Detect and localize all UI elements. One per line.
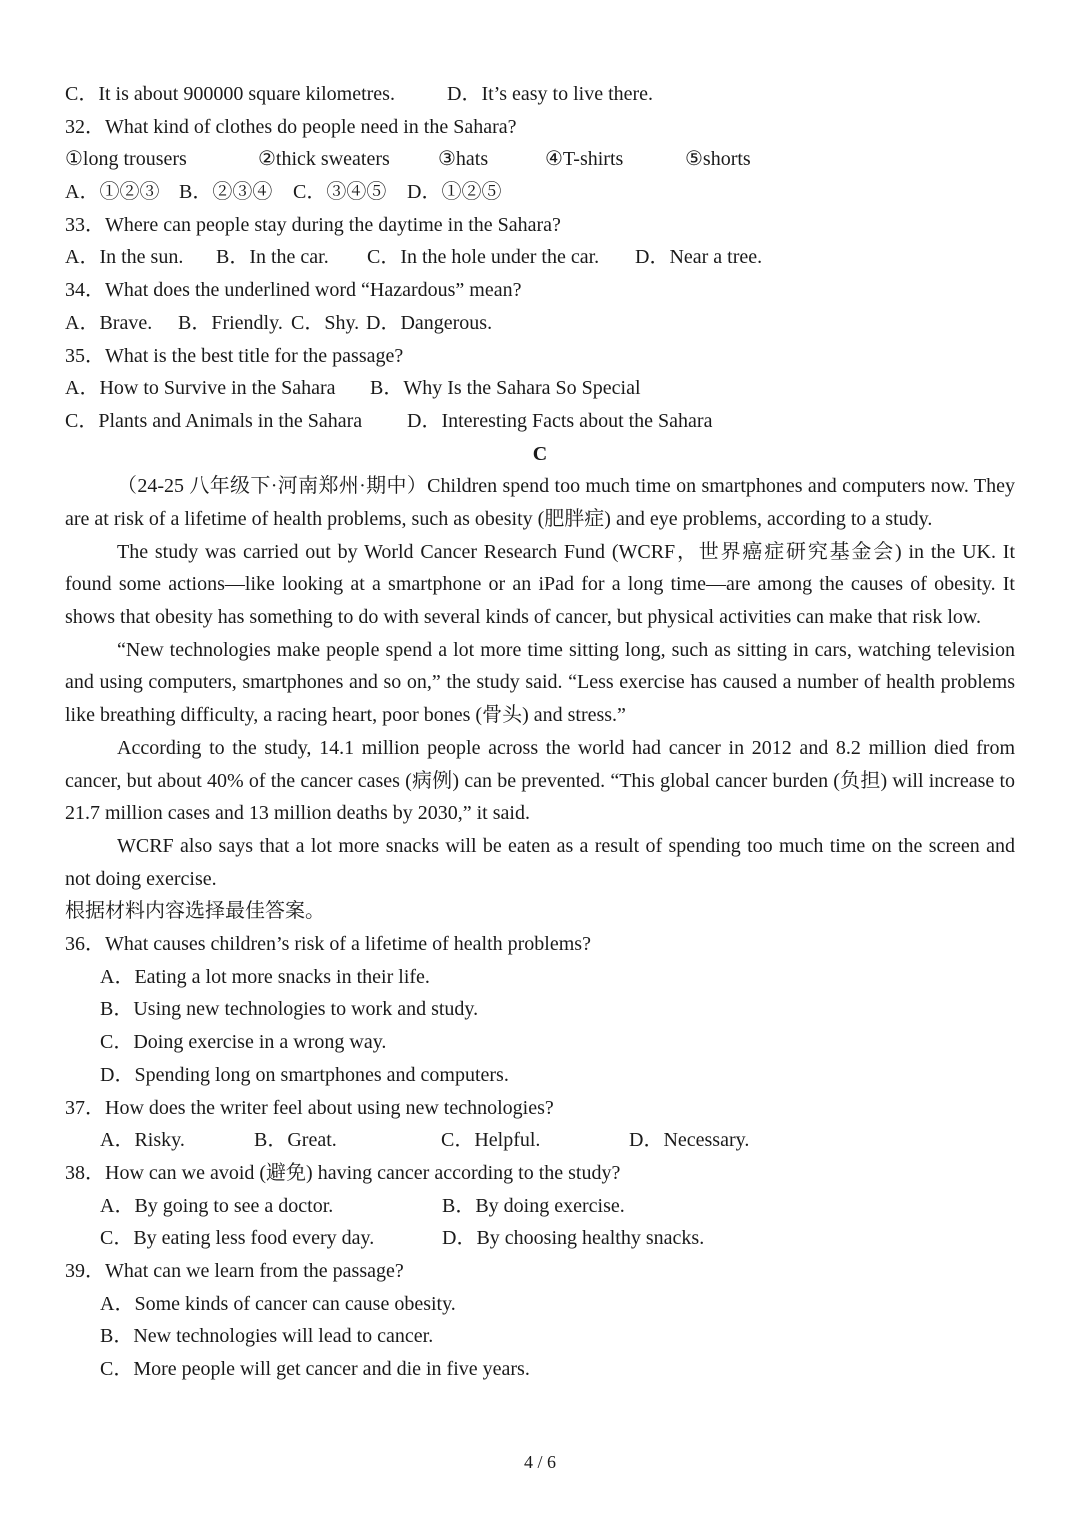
q34-option-b: B．Friendly. [178,311,283,334]
passage-paragraph-4: According to the study, 14.1 million people across the world had cancer in 2012 and 8.2 million died from cancer, but about 40% of the cancer cases (病例) can be prevented. “This global cancer burden (负担) will increase to 21.7 million cases and 13 million deaths by 2030,” it said. [65,736,1015,825]
q39-option-a: A．Some kinds of cancer can cause obesity. [100,1292,456,1315]
q37-option-a: A．Risky. [100,1129,185,1152]
passage-paragraph-3: “New technologies make people spend a lot more time sitting long, such as sitting in cars, watching television and using computers, smartphones and so on,” the study said. “Less exercise has caused a number of health problems like breathing difficulty, a racing heart, poor bones (骨头) and stress.” [65,638,1015,727]
q32-item-2: ②thick sweaters [258,148,390,171]
instruction: 根据材料内容选择最佳答案。 [65,900,325,923]
q38-option-d: D．By choosing healthy snacks. [442,1227,705,1250]
q38-options-ab [65,1190,1015,1223]
q38-options-cd [65,1222,1015,1255]
q38-question: 38．How can we avoid (避免) having cancer according to the study? [65,1161,621,1184]
q31-options-cd [65,78,1015,111]
q33-question: 33．Where can people stay during the daytime in the Sahara? [65,213,561,236]
q32-option-c: C．③④⑤ [293,181,387,204]
q34-options [65,307,1015,340]
q37-option-d: D．Necessary. [629,1129,750,1152]
page-number: 4 / 6 [523,1452,556,1472]
q37-option-b: B．Great. [254,1129,337,1152]
q36-option-a: A．Eating a lot more snacks in their life. [100,965,430,988]
q34-option-a: A．Brave. [65,311,153,334]
q35-option-a: A．How to Survive in the Sahara [65,377,336,400]
q32-items [65,143,1015,176]
q35-option-d: D．Interesting Facts about the Sahara [407,409,713,432]
q32-item-5: ⑤shorts [685,148,751,171]
q33-option-c: C．In the hole under the car. [367,246,600,269]
q36-option-d: D．Spending long on smartphones and computers. [100,1063,509,1086]
q35-options-ab [65,372,1015,405]
passage-paragraph-2: The study was carried out by World Cancer Research Fund (WCRF，世界癌症研究基金会) in the UK. It found some actions—like looking at a smartphone or an iPad for a long time—are among the causes of obesity. It shows that obesity has something to do with several kinds of cancer, but physical activities can make that risk low. [65,540,1015,629]
q38-option-b: B．By doing exercise. [442,1194,625,1217]
q35-option-c: C．Plants and Animals in the Sahara [65,409,363,432]
q35-question: 35．What is the best title for the passage? [65,344,404,367]
q35-options-cd [65,405,1015,438]
q33-option-d: D．Near a tree. [635,246,763,269]
q37-question: 37．How does the writer feel about using new technologies? [65,1096,554,1119]
passage-paragraph-1: （24-25 八年级下·河南郑州·期中）Children spend too much time on smartphones and computers now. They are at risk of a lifetime of health problems, such as obesity (肥胖症) and eye problems, according to a study. [65,475,1015,530]
q36-question: 36．What causes children’s risk of a lifetime of health problems? [65,933,591,956]
q34-option-d: D．Dangerous. [366,311,493,334]
q39-question: 39．What can we learn from the passage? [65,1259,404,1282]
q33-option-a: A．In the sun. [65,246,184,269]
q32-item-4: ④T-shirts [545,148,624,171]
q32-question: 32．What kind of clothes do people need in the Sahara? [65,115,517,138]
q31-option-c: C．It is about 900000 square kilometres. [65,83,395,105]
q34-question: 34．What does the underlined word “Hazardous” mean? [65,279,522,302]
section-heading: C [532,442,548,465]
q39-option-b: B．New technologies will lead to cancer. [100,1325,434,1348]
q33-option-b: B．In the car. [216,246,329,269]
passage-paragraph-5: WCRF also says that a lot more snacks will be eaten as a result of spending too much time on the screen and not doing exercise. [65,834,1015,890]
q38-option-a: A．By going to see a doctor. [100,1194,334,1217]
q38-option-c: C．By eating less food every day. [100,1227,375,1250]
q33-options [65,241,1015,274]
q34-option-c: C．Shy. [291,311,360,334]
q39-option-c: C．More people will get cancer and die in five years. [100,1358,530,1381]
exam-page [65,78,1015,1386]
q37-options [65,1124,1015,1157]
q36-option-b: B．Using new technologies to work and study. [100,998,479,1021]
q32-item-1: ①long trousers [65,148,187,171]
q32-option-b: B．②③④ [179,181,273,204]
q37-option-c: C．Helpful. [441,1129,541,1152]
q36-option-c: C．Doing exercise in a wrong way. [100,1031,387,1054]
q35-option-b: B．Why Is the Sahara So Special [370,377,641,400]
q32-option-d: D．①②⑤ [407,181,502,204]
q32-options [65,176,1015,209]
q32-item-3: ③hats [438,148,489,171]
q32-option-a: A．①②③ [65,181,160,204]
q31-option-d: D．It’s easy to live there. [447,83,654,105]
